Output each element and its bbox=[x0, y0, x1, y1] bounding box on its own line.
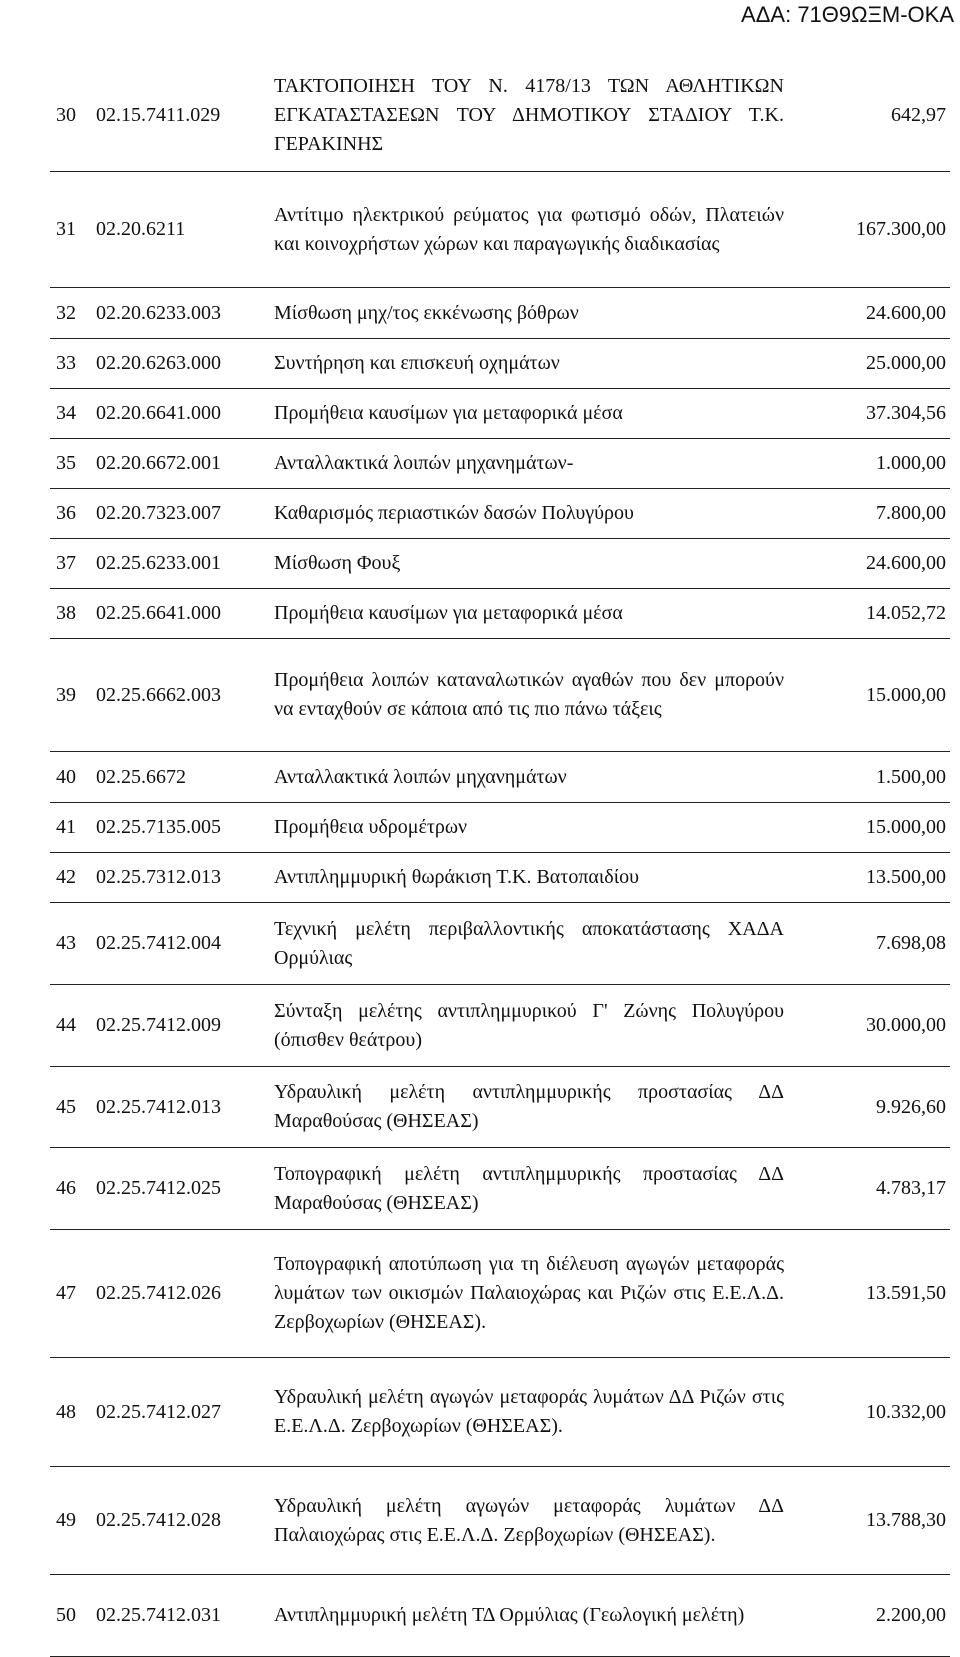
row-description: Προμήθεια υδρομέτρων bbox=[274, 816, 468, 838]
row-amount: 1.500,00 bbox=[876, 765, 946, 788]
row-number: 46 bbox=[56, 1177, 76, 1199]
row-code: 02.25.6662.003 bbox=[96, 683, 221, 706]
row-number: 36 bbox=[56, 502, 76, 524]
row-amount: 15.000,00 bbox=[866, 683, 946, 706]
row-amount: 30.000,00 bbox=[866, 1014, 946, 1036]
row-code: 02.25.7412.031 bbox=[96, 1604, 221, 1626]
row-description: Προμήθεια λοιπών καταναλωτικών αγαθών που δεν μπορούν να ενταχθούν σε κάποια από τις πιο πάνω τάξεις bbox=[274, 669, 784, 720]
row-code: 02.25.7412.025 bbox=[96, 1177, 221, 1199]
row-amount: 7.800,00 bbox=[876, 502, 946, 524]
table-row bbox=[50, 853, 950, 903]
row-description: Αντιπλημμυρική θωράκιση Τ.Κ. Βατοπαιδίου bbox=[274, 866, 639, 888]
row-amount: 14.052,72 bbox=[866, 602, 946, 624]
row-number: 30 bbox=[56, 104, 76, 126]
row-amount: 7.698,08 bbox=[876, 932, 946, 954]
row-description: Μίσθωση μηχ/τος εκκένωσης βόθρων bbox=[274, 301, 579, 324]
row-description: Μίσθωση Φουξ bbox=[274, 552, 401, 574]
row-code: 02.25.6641.000 bbox=[96, 602, 221, 624]
row-code: 02.25.7412.004 bbox=[96, 932, 221, 954]
row-amount: 13.500,00 bbox=[866, 866, 946, 888]
row-amount: 25.000,00 bbox=[866, 352, 946, 374]
row-description: Υδραυλική μελέτη αγωγών μεταφοράς λυμάτων ΔΔ Παλαιοχώρας στις Ε.Ε.Λ.Δ. Ζερβοχωρίων (ΘΗΣΕΑΣ). bbox=[274, 1494, 784, 1546]
row-amount: 2.200,00 bbox=[876, 1604, 946, 1626]
row-number: 39 bbox=[56, 683, 76, 706]
row-number: 33 bbox=[56, 352, 76, 374]
table-row bbox=[50, 1230, 950, 1358]
table-row bbox=[50, 339, 950, 389]
row-code: 02.20.6263.000 bbox=[96, 352, 221, 374]
row-code: 02.25.6233.001 bbox=[96, 552, 221, 574]
row-number: 42 bbox=[56, 866, 76, 888]
row-number: 37 bbox=[56, 552, 76, 574]
table-row bbox=[50, 1148, 950, 1230]
row-description: Τεχνική μελέτη περιβαλλοντικής αποκατάστασης ΧΑΔΑ Ορμύλιας bbox=[274, 917, 784, 969]
row-amount: 24.600,00 bbox=[866, 552, 946, 574]
table-row bbox=[50, 1467, 950, 1575]
row-number: 50 bbox=[56, 1604, 76, 1626]
row-amount: 15.000,00 bbox=[866, 816, 946, 838]
row-amount: 167.300,00 bbox=[856, 218, 946, 240]
table-row bbox=[50, 489, 950, 539]
row-number: 32 bbox=[56, 301, 76, 324]
row-description: Προμήθεια καυσίμων για μεταφορικά μέσα bbox=[274, 602, 623, 624]
row-number: 40 bbox=[56, 765, 76, 788]
row-description: Αντίτιμο ηλεκτρικού ρεύματος για φωτισμό οδών, Πλατειών και κοινοχρήστων χώρων και παραγωγικής διαδικασίας bbox=[274, 203, 784, 255]
row-description: Σύνταξη μελέτης αντιπλημμυρικού Γ' Ζώνης Πολυγύρου (όπισθεν θεάτρου) bbox=[274, 999, 784, 1051]
row-code: 02.20.6672.001 bbox=[96, 452, 221, 474]
table-row bbox=[50, 589, 950, 639]
table-row bbox=[50, 539, 950, 589]
row-code: 02.25.7412.028 bbox=[96, 1509, 221, 1531]
row-description: ΤΑΚΤΟΠΟΙΗΣΗ ΤΟΥ Ν. 4178/13 ΤΩΝ ΑΘΛΗΤΙΚΩΝ ΕΓΚΑΤΑΣΤΑΣΕΩΝ ΤΟΥ ΔΗΜΟΤΙΚΟΥ ΣΤΑΔΙΟΥ Τ.Κ. ΓΕΡΑΚΙΝΗΣ bbox=[274, 75, 784, 155]
row-code: 02.25.7412.027 bbox=[96, 1400, 221, 1423]
ada-header: ΑΔΑ: 71Θ9ΩΞΜ-ΟΚΑ bbox=[741, 2, 954, 27]
row-description: Ανταλλακτικά λοιπών μηχανημάτων- bbox=[274, 452, 574, 474]
budget-table bbox=[50, 60, 950, 1657]
row-code: 02.20.6641.000 bbox=[96, 402, 221, 424]
row-description: Τοπογραφική μελέτη αντιπλημμυρικής προστασίας ΔΔ Μαραθούσας (ΘΗΣΕΑΣ) bbox=[274, 1162, 784, 1214]
row-description: Υδραυλική μελέτη αγωγών μεταφοράς λυμάτων ΔΔ Ριζών στις Ε.Ε.Λ.Δ. Ζερβοχωρίων (ΘΗΣΕΑΣ). bbox=[274, 1386, 784, 1437]
row-code: 02.20.6211 bbox=[96, 218, 186, 240]
table-row bbox=[50, 1358, 950, 1467]
row-amount: 1.000,00 bbox=[876, 452, 946, 474]
row-code: 02.25.7412.026 bbox=[96, 1282, 221, 1304]
table-row bbox=[50, 752, 950, 803]
row-number: 45 bbox=[56, 1095, 76, 1118]
row-amount: 13.788,30 bbox=[866, 1509, 946, 1531]
row-description: Υδραυλική μελέτη αντιπλημμυρικής προστασίας ΔΔ Μαραθούσας (ΘΗΣΕΑΣ) bbox=[274, 1081, 784, 1132]
table-row bbox=[50, 60, 950, 172]
row-description: Ανταλλακτικά λοιπών μηχανημάτων bbox=[274, 765, 567, 788]
row-code: 02.25.7412.009 bbox=[96, 1014, 221, 1036]
table-row bbox=[50, 288, 950, 339]
table-row bbox=[50, 1575, 950, 1657]
row-number: 44 bbox=[56, 1014, 76, 1036]
table-row bbox=[50, 439, 950, 489]
row-number: 41 bbox=[56, 816, 76, 838]
row-code: 02.20.6233.003 bbox=[96, 301, 221, 324]
row-number: 38 bbox=[56, 602, 76, 624]
row-description: Τοπογραφική αποτύπωση για τη διέλευση αγωγών μεταφοράς λυμάτων των οικισμών Παλαιοχώρας και Ριζών στις Ε.Ε.Λ.Δ. Ζερβοχωρίων (ΘΗΣΕΑΣ). bbox=[274, 1253, 784, 1333]
row-description: Συντήρηση και επισκευή οχημάτων bbox=[274, 352, 560, 374]
row-code: 02.25.6672 bbox=[96, 765, 186, 788]
table-row bbox=[50, 639, 950, 752]
row-code: 02.25.7312.013 bbox=[96, 866, 221, 888]
table-row bbox=[50, 389, 950, 439]
row-code: 02.20.7323.007 bbox=[96, 502, 221, 524]
row-description: Καθαρισμός περιαστικών δασών Πολυγύρου bbox=[274, 502, 634, 524]
table-row bbox=[50, 985, 950, 1067]
row-amount: 24.600,00 bbox=[866, 301, 946, 324]
row-description: Αντιπλημμυρική μελέτη ΤΔ Ορμύλιας (Γεωλογική μελέτη) bbox=[274, 1604, 745, 1626]
table-row bbox=[50, 803, 950, 853]
row-code: 02.25.7135.005 bbox=[96, 816, 221, 838]
row-number: 47 bbox=[56, 1282, 76, 1304]
row-description: Προμήθεια καυσίμων για μεταφορικά μέσα bbox=[274, 402, 623, 424]
row-amount: 37.304,56 bbox=[866, 402, 946, 424]
row-number: 34 bbox=[56, 402, 76, 424]
row-amount: 10.332,00 bbox=[866, 1400, 946, 1423]
row-number: 49 bbox=[56, 1509, 76, 1531]
table-row bbox=[50, 903, 950, 985]
row-number: 31 bbox=[56, 218, 76, 240]
row-number: 43 bbox=[56, 932, 76, 954]
row-number: 48 bbox=[56, 1400, 76, 1423]
row-amount: 9.926,60 bbox=[876, 1095, 946, 1118]
table-row bbox=[50, 172, 950, 288]
row-number: 35 bbox=[56, 452, 76, 474]
row-amount: 642,97 bbox=[891, 104, 946, 126]
row-code: 02.15.7411.029 bbox=[96, 104, 221, 126]
table-row bbox=[50, 1067, 950, 1148]
row-code: 02.25.7412.013 bbox=[96, 1095, 221, 1118]
row-amount: 13.591,50 bbox=[866, 1282, 946, 1304]
row-amount: 4.783,17 bbox=[876, 1177, 946, 1199]
